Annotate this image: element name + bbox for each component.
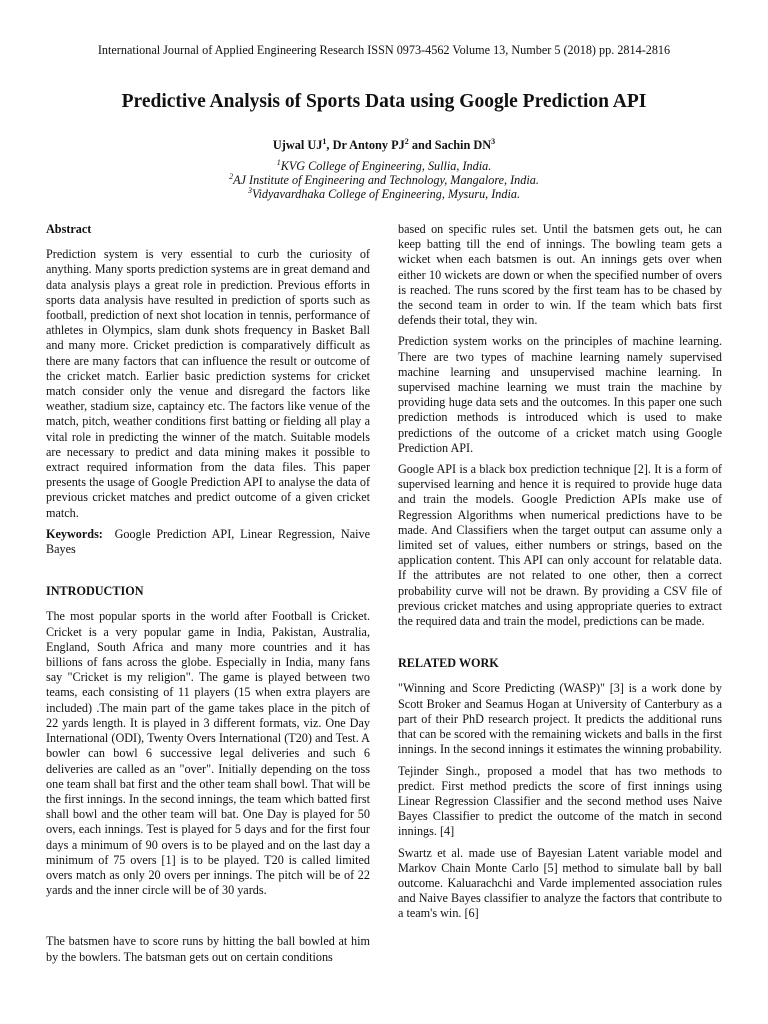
author-affiliation-mark: 3 xyxy=(491,136,496,146)
abstract-heading: Abstract xyxy=(46,222,92,236)
affiliation-mark: 2 xyxy=(229,171,234,181)
author-list xyxy=(0,137,768,153)
author-separator: and xyxy=(408,138,435,152)
related-work-heading: RELATED WORK xyxy=(398,656,499,671)
body-paragraph: based on specific rules set. Until the batsmen gets out, he can keep batting till the end of innings. The bowling team gets a wicket when each batsmen is out. An innings gets over when either 10 wickets are down or when the specified number of overs is reached. The runs scored by the first team has to be chased by the second team in order to win. If the team which bats first defends their total, they win. xyxy=(398,222,722,328)
body-paragraph: Google API is a black box prediction technique [2]. It is a form of supervised learning and hence it is required to provide huge data and train the models. Google Prediction APIs make use of Regression Algorithms when numerical predictions have to be made. And Classifiers when the target output can assume only a limited set of values, either numbers or strings, based on the application content. This API can only account for relatable data. If the attributes are not related to one other, then a correct probability curve will not be drawn. By providing a CSV file of previous cricket matches and using appropriate queries to extract the required data and train the model, predictions can be made. xyxy=(398,462,722,629)
keywords xyxy=(46,527,370,557)
affiliation xyxy=(0,173,768,187)
affiliation-text: KVG College of Engineering, Sullia, India. xyxy=(280,159,492,173)
affiliation-text: Vidyavardhaka College of Engineering, Mysuru, India. xyxy=(251,187,521,201)
affiliation xyxy=(0,159,768,173)
author-affiliation-mark: 1 xyxy=(322,136,327,146)
author-name: Ujwal UJ xyxy=(272,138,323,152)
related-work-paragraph: Swartz et al. made use of Bayesian Latent variable model and Markov Chain Monte Carlo [5] method to simulate ball by ball outcome. Kaluarachchi and Varde implemented association rules and Naive Bayes classifier to analyze the factors that contribute to a team's win. [6] xyxy=(398,845,722,921)
abstract-text: Prediction system is very essential to curb the curiosity of anything. Many sports prediction systems are in great demand and data analysis plays a great role in prediction. Previous efforts in sports data analysis have resulted in prediction of sports such as football, prediction of next shot location in tennis, performance of athletes in Olympics, slam dunk shots frequency in Basket Ball and many more. Cricket prediction is comparatively difficult as there are many factors that can influence the result or outcome of the cricket match. Earlier basic prediction systems for cricket match consider only the venue and disregard the factors like weather, stadium size, captaincy etc. The factors like venue of the match, pitch, weather conditions first batting or fielding all play a vital role in predicting the winner of the match. Suitable models are necessary to predict and data mining makes it possible to extract required information from the data files. This paper presents the usage of Google Prediction API to analyse the data of previous cricket matches and predict outcome of a given cricket match. xyxy=(46,247,370,520)
body-paragraph: Prediction system works on the principles of machine learning. There are two types of machine learning namely supervised machine learning and unsupervised machine learning. In supervised machine learning we must train the machine by providing huge data sets and the outcomes. In this paper one such prediction methods is introduced which is used to make predictions of the outcome of a cricket match using Google Prediction API. xyxy=(398,334,722,455)
author-name: Sachin DN xyxy=(434,138,492,152)
affiliation-mark: 3 xyxy=(247,185,252,195)
keywords-label: Keywords: xyxy=(46,526,103,541)
related-work-paragraph: "Winning and Score Predicting (WASP)" [3] is a work done by Scott Broker and Seamus Hogan at University of Canterbury as a part of their PhD research project. It predicts the additional runs that can be scored with the remaining wickets and balls in the first innings. In the second innings it estimates the winning probability. xyxy=(398,681,722,757)
introduction-paragraph: The most popular sports in the world after Football is Cricket. Cricket is a very popular game in India, Pakistan, Australia, England, South Africa and many more countries and it has billions of fans across the globe. Especially in India, many fans say "Cricket is my religion". The game is played between two teams, each consisting of 11 players (15 when extra players are included) .The main part of the game takes place in the pitch of 22 yards length. It is played in 3 different formats, viz. One Day International (ODI), Twenty Overs International (T20) and Test. A bowler can bowl 6 successive legal deliveries and such 6 deliveries are called as an "over". Initially depending on the toss one team shall bat first and the other team shall bowl. That will be the first innings. In the second innings, the team which batted first shall bowl and the other team will bat. One Day is played for 50 overs, each innings. Test is played for 5 days and for the first four days a minimum of 90 overs is to be played and on the last day a minimum of 75 overs [1] is to be played. T20 is called limited overs match as only 20 overs per innings. The pitch will be of 22 yards and the inner circle will be of 30 yards. xyxy=(46,609,370,898)
left-column xyxy=(46,222,370,965)
author-affiliation-mark: 2 xyxy=(404,136,409,146)
affiliation xyxy=(0,187,768,201)
related-work-paragraph: Tejinder Singh., proposed a model that has two methods to predict. First method predicts the score of first innings using Linear Regression Classifier and the second method uses Naive Bayes Classifier to predict the outcome of the match in second innings. [4] xyxy=(398,763,722,839)
affiliation-text: AJ Institute of Engineering and Technology, Mangalore, India. xyxy=(233,173,539,187)
introduction-heading: INTRODUCTION xyxy=(46,584,144,599)
author-separator: , xyxy=(326,138,333,152)
keywords-text: Google Prediction API, Linear Regression, Naive Bayes xyxy=(46,526,371,557)
author-name: Dr Antony PJ xyxy=(332,138,405,152)
affiliation-mark: 1 xyxy=(276,157,281,167)
journal-header: International Journal of Applied Engineering Research ISSN 0973-4562 Volume 13, Number 5 (2018) pp. 2814-2816 xyxy=(97,43,671,57)
introduction-paragraph: The batsmen have to score runs by hitting the ball bowled at him by the bowlers. The batsman gets out on certain conditions xyxy=(46,934,370,964)
paper-title: Predictive Analysis of Sports Data using Google Prediction API xyxy=(121,91,647,112)
affiliation-list xyxy=(0,159,768,201)
right-column xyxy=(398,222,722,922)
